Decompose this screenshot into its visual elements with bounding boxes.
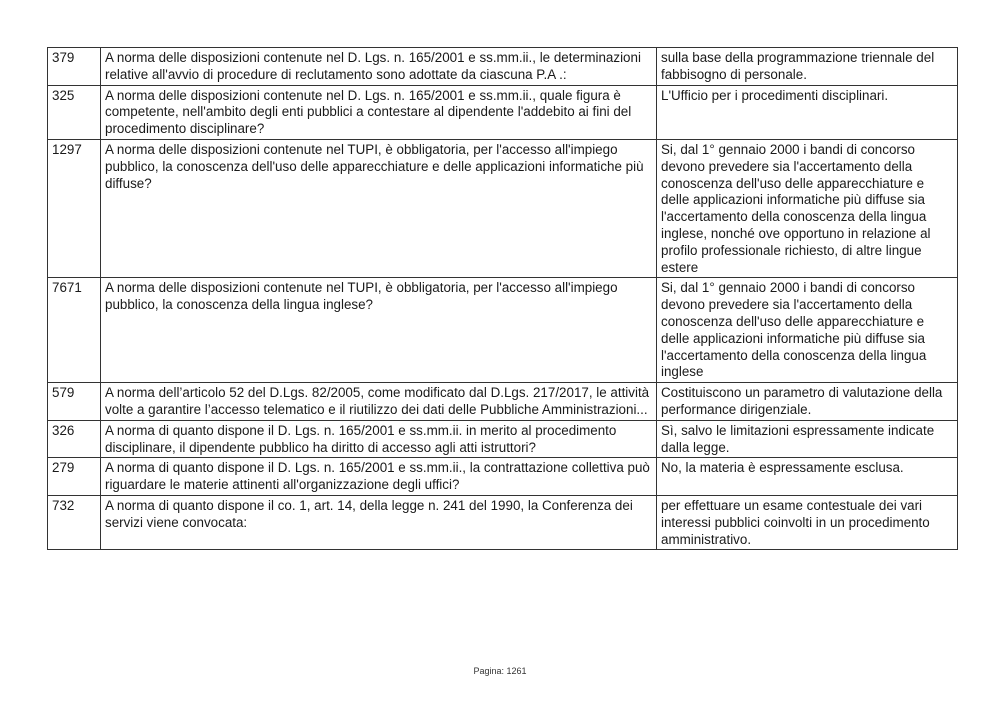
question-id: 7671 xyxy=(48,278,101,383)
question-id: 732 xyxy=(48,495,101,549)
question-text: A norma delle disposizioni contenute nel TUPI, è obbligatoria, per l'accesso all'impiego pubblico, la conoscenza dell'uso delle apparecchiature e delle applicazioni informatiche più diffuse? xyxy=(101,139,657,277)
question-id: 325 xyxy=(48,85,101,139)
answer-text: Costituiscono un parametro di valutazione della performance dirigenziale. xyxy=(657,383,958,421)
question-text: A norma delle disposizioni contenute nel D. Lgs. n. 165/2001 e ss.mm.ii., le determinazioni relative all'avvio di procedure di reclutamento sono adottate da ciascuna P.A .: xyxy=(101,48,657,86)
answer-text: Si, dal 1° gennaio 2000 i bandi di concorso devono prevedere sia l'accertamento della conoscenza dell'uso delle apparecchiature e delle applicazioni informatiche più diffuse sia l'accertamento della conoscenza della lingua inglese, nonché ove opportuno in relazione al profilo professionale richiesto, di altre lingue estere xyxy=(657,139,958,277)
question-id: 379 xyxy=(48,48,101,86)
answer-text: sulla base della programmazione triennale del fabbisogno di personale. xyxy=(657,48,958,86)
question-text: A norma di quanto dispone il D. Lgs. n. 165/2001 e ss.mm.ii., la contrattazione collettiva può riguardare le materie attinenti all'organizzazione degli uffici? xyxy=(101,458,657,496)
answer-text: No, la materia è espressamente esclusa. xyxy=(657,458,958,496)
question-text: A norma di quanto dispone il D. Lgs. n. 165/2001 e ss.mm.ii. in merito al procedimento disciplinare, il dipendente pubblico ha diritto di accesso agli atti istruttori? xyxy=(101,420,657,458)
table-row xyxy=(48,278,958,383)
question-text: A norma delle disposizioni contenute nel TUPI, è obbligatoria, per l'accesso all'impiego pubblico, la conoscenza della lingua inglese? xyxy=(101,278,657,383)
page-number: Pagina: 1261 xyxy=(473,666,527,676)
question-id: 326 xyxy=(48,420,101,458)
question-table-body xyxy=(48,48,958,550)
answer-text: Si, dal 1° gennaio 2000 i bandi di concorso devono prevedere sia l'accertamento della conoscenza dell'uso delle apparecchiature e delle applicazioni informatiche più diffuse sia l'accertamento della conoscenza della lingua inglese xyxy=(657,278,958,383)
question-text: A norma dell’articolo 52 del D.Lgs. 82/2005, come modificato dal D.Lgs. 217/2017, le attività volte a garantire l’accesso telematico e il riutilizzo dei dati delle Pubbliche Amministrazioni... xyxy=(101,383,657,421)
question-id: 1297 xyxy=(48,139,101,277)
table-row xyxy=(48,420,958,458)
table-row xyxy=(48,85,958,139)
answer-text: per effettuare un esame contestuale dei vari interessi pubblici coinvolti in un procedimento amministrativo. xyxy=(657,495,958,549)
table-row xyxy=(48,383,958,421)
table-row xyxy=(48,139,958,277)
question-id: 579 xyxy=(48,383,101,421)
table-row xyxy=(48,495,958,549)
table-row xyxy=(48,48,958,86)
question-id: 279 xyxy=(48,458,101,496)
question-table xyxy=(47,47,958,550)
answer-text: L'Ufficio per i procedimenti disciplinari. xyxy=(657,85,958,139)
answer-text: Sì, salvo le limitazioni espressamente indicate dalla legge. xyxy=(657,420,958,458)
table-row xyxy=(48,458,958,496)
question-text: A norma delle disposizioni contenute nel D. Lgs. n. 165/2001 e ss.mm.ii., quale figura è competente, nell'ambito degli enti pubblici a contestare al dipendente l'addebito ai fini del procedimento disciplinare? xyxy=(101,85,657,139)
question-text: A norma di quanto dispone il co. 1, art. 14, della legge n. 241 del 1990, la Conferenza dei servizi viene convocata: xyxy=(101,495,657,549)
